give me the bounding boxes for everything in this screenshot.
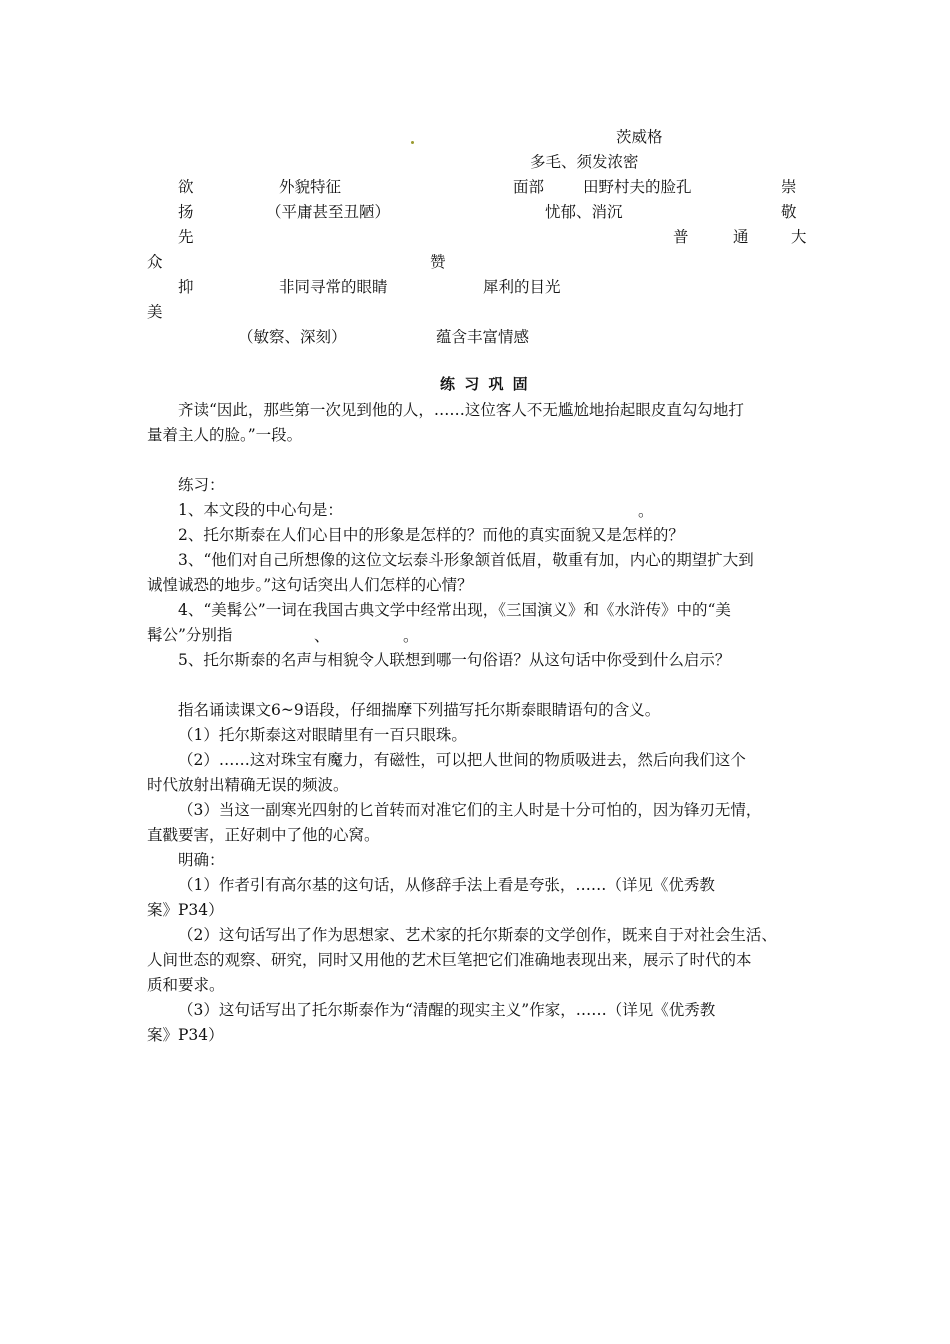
section-heading: 练 习 巩 固	[440, 375, 530, 393]
text-line: （2）这句话写出了作为思想家、艺术家的托尔斯泰的文学创作，既来自于对社会生活、	[178, 926, 777, 944]
label-sharp: 犀利的目光	[483, 278, 561, 296]
text-line: 5、托尔斯泰的名声与相貌令人联想到哪一句俗语？从这句话中你受到什么启示？	[178, 651, 731, 669]
text-line: 4、“美髯公”一词在我国古典文学中经常出现，《三国演义》和《水浒传》中的“美	[178, 601, 731, 619]
label-xian: 先	[178, 228, 194, 246]
label-gloomy: 忧郁、消沉	[545, 203, 623, 221]
text-line: 指名诵读课文6~9语段，仔细揣摩下列描写托尔斯泰眼睛语句的含义。	[178, 701, 661, 719]
text-line: （1）托尔斯泰这对眼睛里有一百只眼珠。	[178, 726, 467, 744]
text-fragment: 。	[403, 627, 419, 645]
text-line: 髯公”分别指	[147, 626, 233, 644]
label-emotion: 蕴含丰富情感	[436, 328, 530, 346]
label-yu: 欲	[178, 178, 194, 196]
label-zhong: 众	[147, 253, 163, 271]
text-line: 量着主人的脸。”一段。	[147, 426, 303, 444]
text-line: 3、“他们对自己所想像的这位文坛泰斗形象颔首低眉，敬重有加，内心的期望扩大到	[178, 551, 754, 569]
label-hair: 多毛、须发浓密	[530, 153, 639, 171]
label-tong: 通	[733, 228, 749, 246]
text-line: 1、本文段的中心句是：	[178, 501, 343, 519]
label-peasant-face: 田野村夫的脸孔	[583, 178, 692, 196]
text-line: （3）这句话写出了托尔斯泰作为“清醒的现实主义”作家，……（详见《优秀教	[178, 1001, 716, 1019]
label-plain: （平庸甚至丑陋）	[266, 203, 391, 221]
decorative-dot	[411, 141, 414, 144]
text-line: 案》P34）	[147, 901, 224, 919]
label-appearance: 外貌特征	[279, 178, 342, 196]
text-line: 时代放射出精确无误的频波。	[147, 776, 349, 794]
text-line: 人间世态的观察、研究，同时又用他的艺术巨笔把它们准确地表现出来，展示了时代的本	[147, 951, 752, 969]
label-eyes: 非同寻常的眼睛	[279, 278, 388, 296]
text-fragment: 。	[638, 502, 654, 520]
text-line: （3）当这一副寒光四射的匕首转而对准它们的主人时是十分可怕的，因为锋刃无情，	[178, 801, 762, 819]
text-line: 质和要求。	[147, 976, 225, 994]
label-face: 面部	[513, 178, 545, 196]
text-fragment: 、	[314, 627, 330, 645]
label-zweig: 茨威格	[616, 128, 663, 146]
text-line: （2）……这对珠宝有魔力，有磁性，可以把人世间的物质吸进去，然后向我们这个	[178, 751, 746, 769]
label-da: 大	[791, 228, 807, 246]
text-line: 案》P34）	[147, 1026, 224, 1044]
label-keen: （敏察、深刻）	[238, 328, 347, 346]
label-zan: 赞	[430, 253, 446, 271]
text-line: 练习：	[178, 476, 225, 494]
label-jing: 敬	[781, 203, 797, 221]
text-line: 2、托尔斯泰在人们心目中的形象是怎样的？而他的真实面貌又是怎样的？	[178, 526, 684, 544]
label-chong: 崇	[781, 178, 797, 196]
label-pu: 普	[673, 228, 689, 246]
label-mei: 美	[147, 303, 163, 321]
label-yang: 扬	[178, 203, 194, 221]
text-line: 直戳要害，正好刺中了他的心窝。	[147, 826, 380, 844]
text-line: 齐读“因此，那些第一次见到他的人，……这位客人不无尴尬地抬起眼皮直勾勾地打	[178, 401, 744, 419]
text-line: 诚惶诚恐的地步。”这句话突出人们怎样的心情？	[147, 576, 473, 594]
text-line: 明确：	[178, 851, 225, 869]
text-line: （1）作者引有高尔基的这句话，从修辞手法上看是夸张，……（详见《优秀教	[178, 876, 715, 894]
label-yi: 抑	[178, 278, 194, 296]
